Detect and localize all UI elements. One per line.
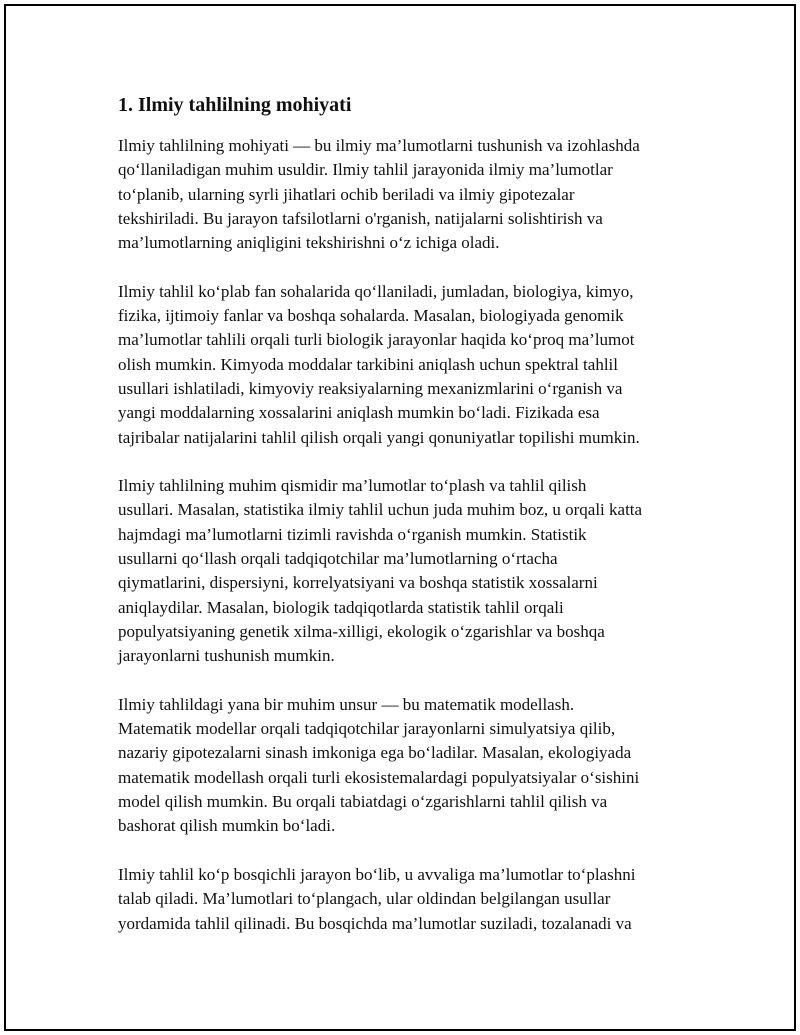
paragraph-5: Ilmiy tahlil ko‘p bosqichli jarayon bo‘lib, u avvaliga ma’lumotlar to‘plashni talab qiladi. Ma’lumotlari to‘plangach, ular oldindan belgilangan usullar yordamida tahlil qilinadi. Bu bosqichda ma’lumotlar suziladi, tozalanadi va	[118, 864, 636, 933]
paragraph-1: Ilmiy tahlilning mohiyati — bu ilmiy ma’lumotlarni tushunish va izohlashda qo‘llaniladigan muhim usuldir. Ilmiy tahlil jarayonida ilmiy ma’lumotlar to‘planib, ularning syrli jihatlari ochib beriladi va ilmiy gipotezalar tekshiriladi. Bu jarayon tafsilotlarni o'rganish, natijalarni solishtirish va ma’lumotlarning aniqligini tekshirishni o‘z ichiga oladi.	[118, 136, 640, 253]
paragraph-4: Ilmiy tahlildagi yana bir muhim unsur — bu matematik modellash. Matematik modellar orqali tadqiqotchilar jarayonlarni simulyatsiya qilib, nazariy gipotezalarni sinash imkoniga ega bo‘ladilar. Masalan, ekologiyada matematik modellash orqali turli ekosistemalardagi populyatsiyalar o‘sishini model qilish mumkin. Bu orqali tabiatdagi o‘zgarishlarni tahlil qilish va bashorat qilish mumkin bo‘ladi.	[118, 694, 640, 836]
paragraph-3: Ilmiy tahlilning muhim qismidir ma’lumotlar to‘plash va tahlil qilish usullari. Masalan, statistika ilmiy tahlil uchun juda muhim boz, u orqali katta hajmdagi ma’lumotlarni tizimli ravishda o‘rganish mumkin. Statistik usullarni qo‘llash orqali tadqiqotchilar ma’lumotlarning o‘rtacha qiymatlarini, dispersiyni, korrelyatsiyani va boshqa statistik xossalarni aniqlaydilar. Masalan, biologik tadqiqotlarda statistik tahlil orqali populyatsiyaning genetik xilma-xilligi, ekologik o‘zgarishlar va boshqa jarayonlarni tushunish mumkin.	[118, 476, 643, 666]
paragraph-2: Ilmiy tahlil ko‘plab fan sohalarida qo‘llaniladi, jumladan, biologiya, kimyo, fizika, ijtimoiy fanlar va boshqa sohalarda. Masalan, biologiyada genomik ma’lumotlar tahlili orqali turli biologik jarayonlar haqida ko‘proq ma’lumot olish mumkin. Kimyoda moddalar tarkibini aniqlash uchun spektral tahlil usullari ishlatiladi, kimyoviy reaksiyalarning mexanizmlarini o‘rganish va yangi moddalarning xossalarini aniqlash mumkin bo‘ladi. Fizikada esa tajribalar natijalarini tahlil qilish orqali yangi qonuniyatlar topilishi mumkin.	[118, 281, 640, 447]
document-body	[118, 92, 688, 960]
section-heading: 1. Ilmiy tahlilning mohiyati	[118, 94, 352, 116]
